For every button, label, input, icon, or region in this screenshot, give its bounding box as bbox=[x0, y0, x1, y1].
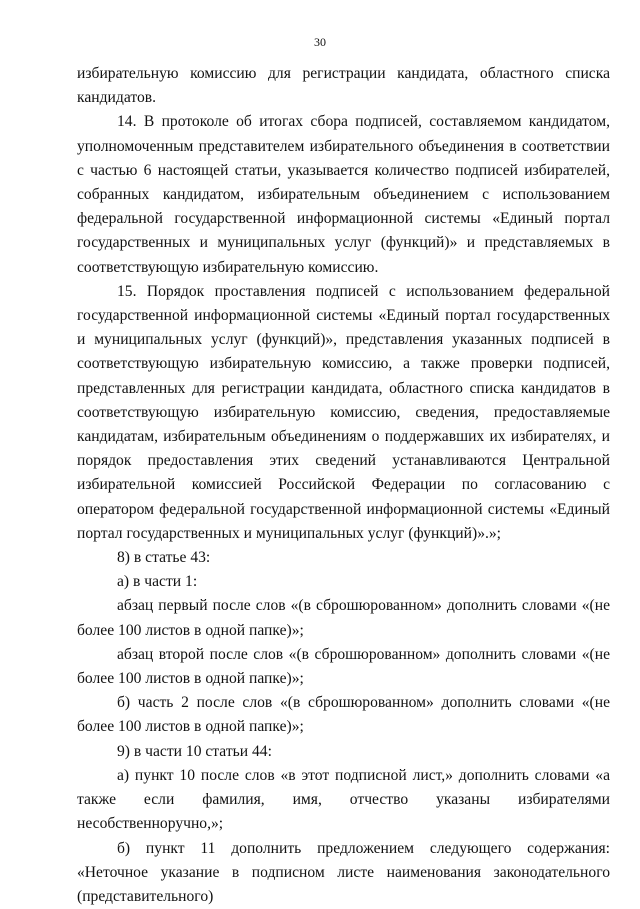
paragraph-first-abzac: абзац первый после слов «(в сброшюрованном» дополнить словами «(не более 100 листов в одной папке)»; bbox=[77, 594, 610, 642]
document-body bbox=[77, 62, 610, 909]
paragraph-item-8a: а) в части 1: bbox=[77, 570, 610, 594]
paragraph-second-abzac: абзац второй после слов «(в сброшюрованном» дополнить словами «(не более 100 листов в одной папке)»; bbox=[77, 643, 610, 691]
paragraph-14: 14. В протоколе об итогах сбора подписей, составляемом кандидатом, уполномоченным представителем избирательного объединения в соответствии с частью 6 настоящей статьи, указывается количество подписей избирателей, собранных кандидатом, избирательным объединением с использованием федеральной государственной информационной системы «Единый портал государственных и муниципальных услуг (функций)» и представляемых в соответствующую избирательную комиссию. bbox=[77, 110, 610, 279]
paragraph-item-9b: б) пункт 11 дополнить предложением следующего содержания: «Неточное указание в подписном листе наименования законодательного (представительного) bbox=[77, 837, 610, 909]
page-number: 30 bbox=[0, 35, 640, 50]
paragraph-item-9a: а) пункт 10 после слов «в этот подписной лист,» дополнить словами «а также если фамилия, имя, отчество указаны избирателями несобственноручно,»; bbox=[77, 764, 610, 837]
paragraph-item-8: 8) в статье 43: bbox=[77, 546, 610, 570]
paragraph-15: 15. Порядок проставления подписей с использованием федеральной государственной информационной системы «Единый портал государственных и муниципальных услуг (функций)», представления указанных подписей в соответствующую избирательную комиссию, а также проверки подписей, представленных для регистрации кандидата, областного списка кандидатов в соответствующую избирательную комиссию, сведения, предоставляемые кандидатам, избирательным объединениям о поддержавших их избирателях, и порядок предоставления этих сведений устанавливаются Центральной избирательной комиссией Российской Федерации по согласованию с оператором федеральной государственной информационной системы «Единый портал государственных и муниципальных услуг (функций)».»; bbox=[77, 280, 610, 546]
paragraph-item-9: 9) в части 10 статьи 44: bbox=[77, 740, 610, 764]
paragraph-continuation: избирательную комиссию для регистрации кандидата, областного списка кандидатов. bbox=[77, 62, 610, 110]
paragraph-item-8b: б) часть 2 после слов «(в сброшюрованном» дополнить словами «(не более 100 листов в одной папке)»; bbox=[77, 691, 610, 739]
